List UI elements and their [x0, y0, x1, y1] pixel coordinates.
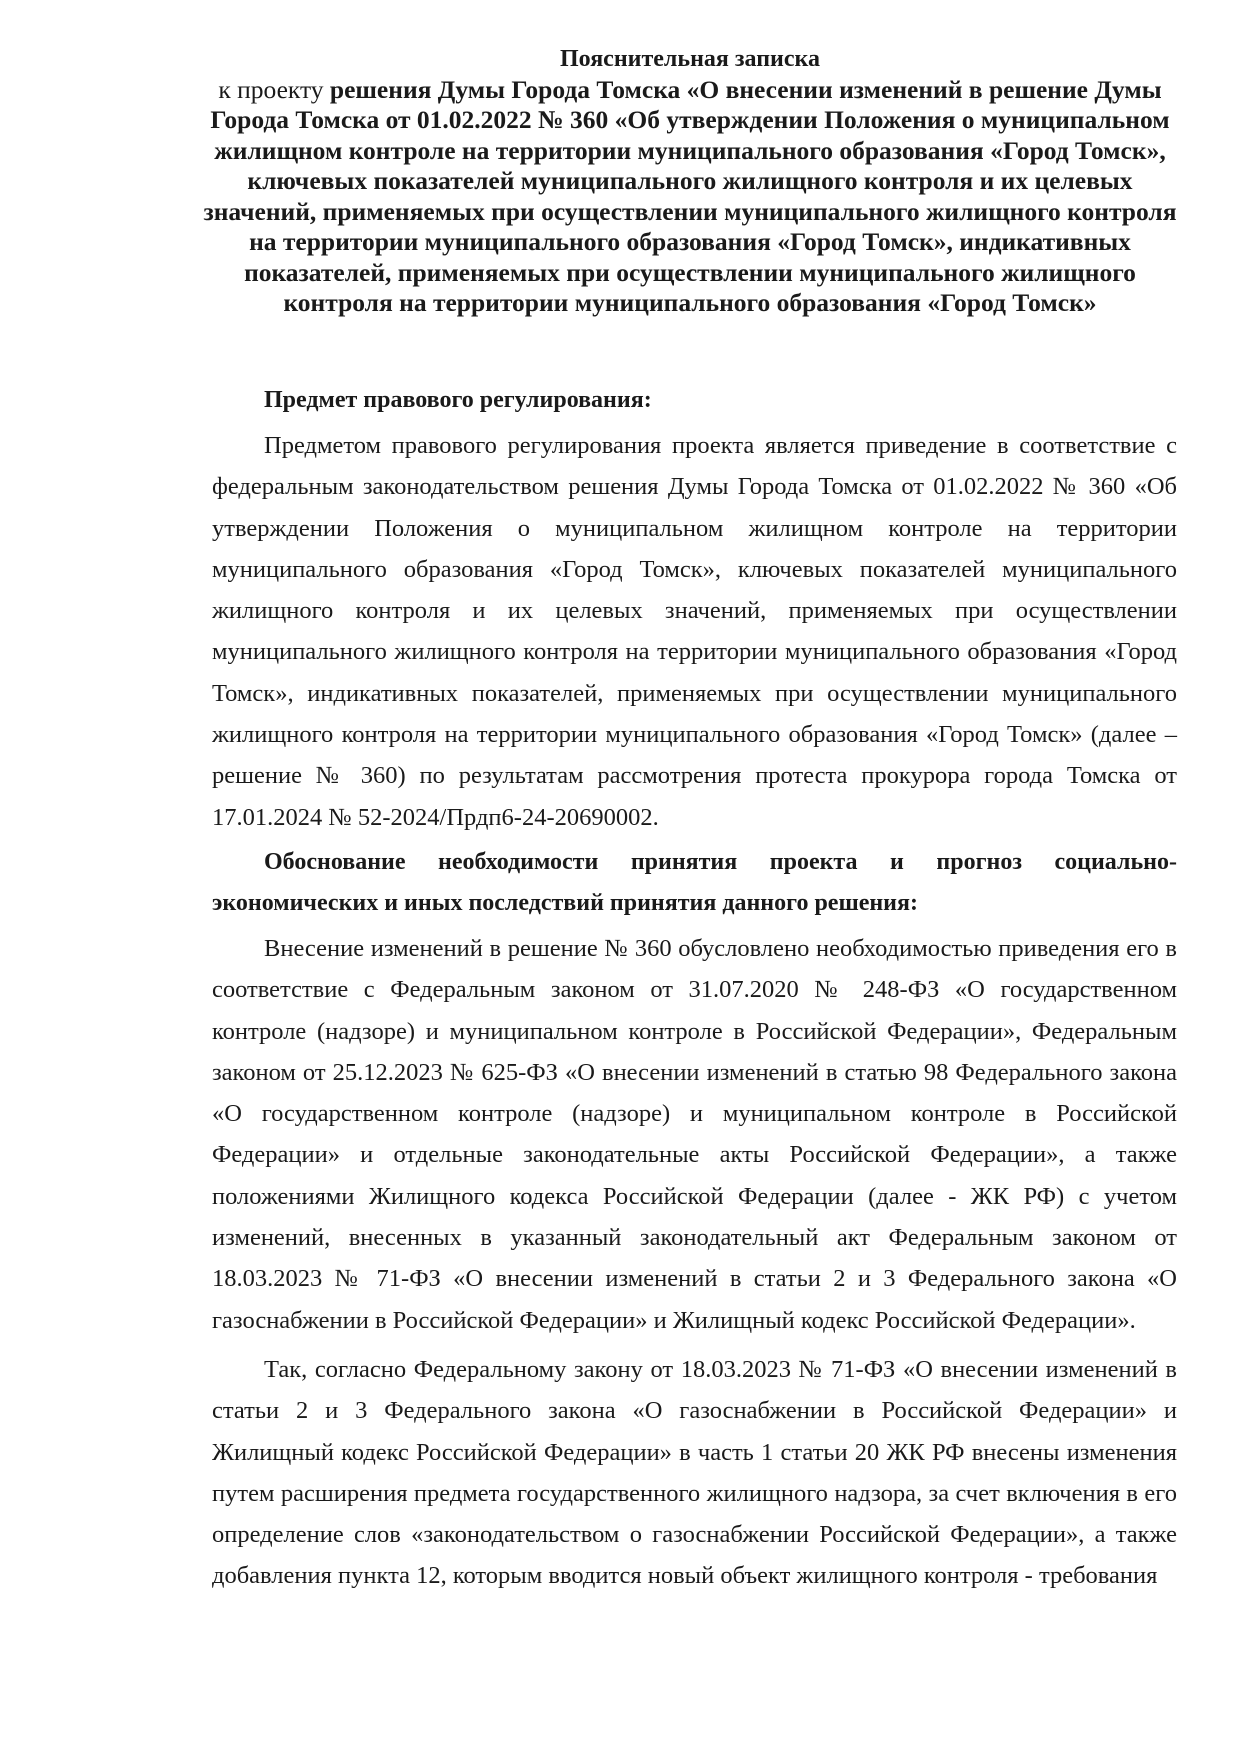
document-title-prefix: к проекту	[218, 74, 324, 104]
document-heading: Пояснительная записка	[559, 46, 820, 72]
rationale-heading: Обоснование необходимости принятия проекта и прогноз социально-экономических и иных последствий принятия данного решения:	[212, 848, 1177, 916]
document-body	[212, 380, 1177, 1597]
document-title-rest: решения Думы Города Томска «О внесении изменений в решение Думы Города Томска от 01.02.2022 № 360 «Об утверждении Положения о муниципальном жилищном контроле на территории муниципального образования «Город Томск», ключевых показателей муниципального жилищного контроля и их целевых значений, применяемых при осуществлении муниципального жилищного контроля на территории муниципального образования «Город Томск», индикативных показателей, применяемых при осуществлении муниципального жилищного контроля на территории муниципального образования «Город Томск»	[203, 74, 1177, 317]
subject-paragraph: Предметом правового регулирования проекта является приведение в соответствие с федеральным законодательством решения Думы Города Томска от 01.02.2022 № 360 «Об утверждении Положения о муниципальном жилищном контроле на территории муниципального образования «Город Томск», ключевых показателей муниципального жилищного контроля и их целевых значений, применяемых при осуществлении муниципального жилищного контроля на территории муниципального образования «Город Томск», индикативных показателей, применяемых при осуществлении муниципального жилищного контроля на территории муниципального образования «Город Томск» (далее – решение № 360) по результатам рассмотрения протеста прокурора города Томска от 17.01.2024 № 52-2024/Прдп6-24-20690002.	[212, 432, 1177, 831]
rationale-paragraph-2: Так, согласно Федеральному закону от 18.03.2023 № 71-ФЗ «О внесении изменений в статьи 2 и 3 Федерального закона «О газоснабжении в Российской Федерации» и Жилищный кодекс Российской Федерации» в часть 1 статьи 20 ЖК РФ внесены изменения путем расширения предмета государственного жилищного надзора, за счет включения в его определение слов «законодательством о газоснабжении Российской Федерации», а также добавления пункта 12, которым вводится новый объект жилищного контроля - требования	[212, 1355, 1177, 1590]
document-title-block	[200, 44, 1180, 319]
subject-heading: Предмет правового регулирования:	[264, 387, 652, 413]
rationale-paragraph-1: Внесение изменений в решение № 360 обусловлено необходимостью приведения его в соответствие с Федеральным законом от 31.07.2020 № 248-ФЗ «О государственном контроле (надзоре) и муниципальном контроле в Российской Федерации», Федеральным законом от 25.12.2023 № 625-ФЗ «О внесении изменений в статью 98 Федерального закона «О государственном контроле (надзоре) и муниципальном контроле в Российской Федерации» и отдельные законодательные акты Российской Федерации», а также положениями Жилищного кодекса Российской Федерации (далее - ЖК РФ) с учетом изменений, внесенных в указанный законодательный акт Федеральным законом от 18.03.2023 № 71-ФЗ «О внесении изменений в статьи 2 и 3 Федерального закона «О газоснабжении в Российской Федерации» и Жилищный кодекс Российской Федерации».	[212, 934, 1177, 1334]
document-title	[200, 75, 1180, 319]
